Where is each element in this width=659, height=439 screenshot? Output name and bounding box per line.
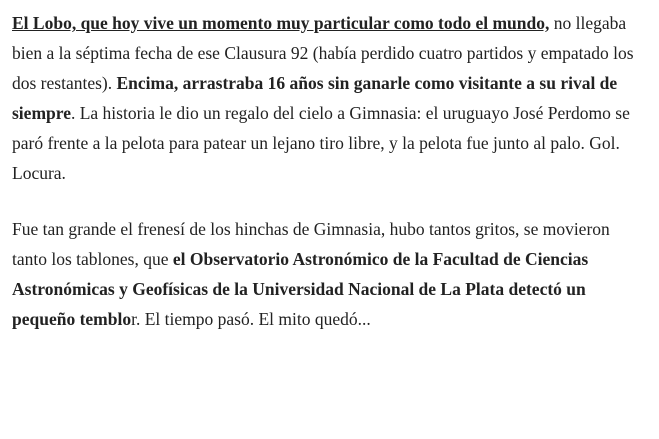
paragraph-run-emphasis: Encima, arrastraba 16 años sin ganarle como visitante a su rival de siempre <box>12 73 618 123</box>
article-paragraph <box>12 8 647 188</box>
paragraph-run-text: . La historia le dio un regalo del cielo a Gimnasia: el uruguayo José Perdomo se paró frente a la pelota para patear un lejano tiro libre, y la pelota fue junto al palo. Gol. Locura. <box>12 103 630 183</box>
paragraph-run-text: no llegaba bien a la séptima fecha de ese Clausura 92 (había perdido cuatro partidos y empatado los dos restantes). <box>12 13 634 93</box>
paragraph-run-text: Fue tan grande el frenesí de los hinchas de Gimnasia, hubo tantos gritos, se movieron tanto los tablones, que <box>12 219 610 269</box>
paragraph-run-emphasis: el Observatorio Astronómico de la Facultad de Ciencias Astronómicas y Geofísicas de la Universidad Nacional de La Plata detectó un pequeño temblo <box>12 249 589 329</box>
paragraph-run-text: r. El tiempo pasó. El mito quedó... <box>131 309 371 329</box>
article-paragraph <box>12 214 647 334</box>
paragraph-run-emphasis: El Lobo, que hoy vive un momento muy particular como todo el mundo, <box>12 13 550 33</box>
